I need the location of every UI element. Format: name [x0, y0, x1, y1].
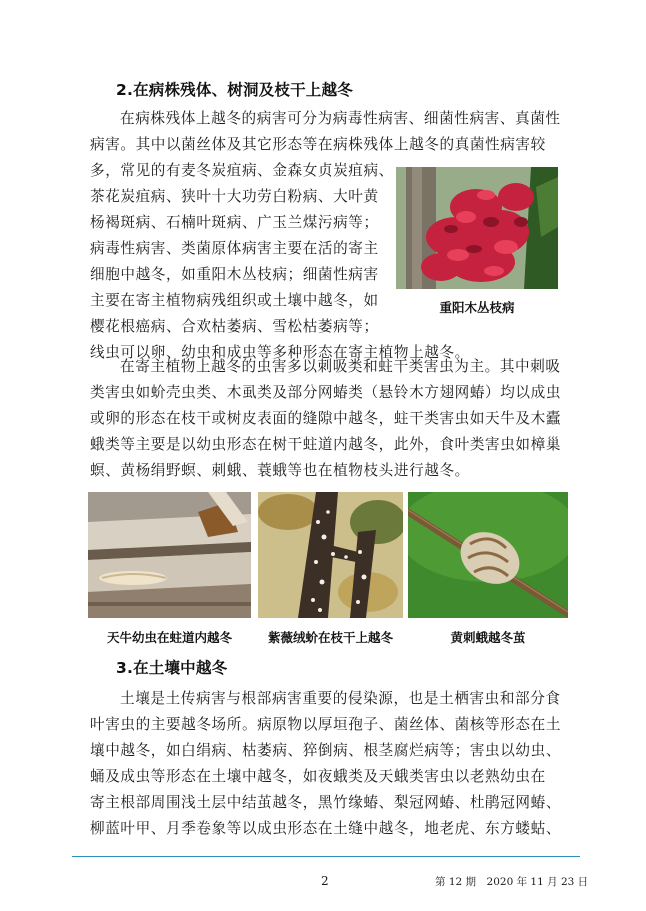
- paragraph-overwintering-pests: [90, 354, 570, 484]
- paragraph-line: 在病株残体上越冬的病害可分为病毒性病害、细菌性病害、真菌性: [120, 110, 561, 127]
- section-heading: 3.在土壤中越冬: [116, 659, 228, 677]
- paragraph-line: 叶害虫的主要越冬场所。病原物以厚垣孢子、菌丝体、菌核等形态在土: [90, 716, 562, 733]
- paragraph-line: 寄主根部周围浅土层中结茧越冬，黑竹缘蝽、梨冠网蝽、杜鹃冠网蝽、: [90, 794, 562, 811]
- paragraph-line: 病害。其中以菌丝体及其它形态等在病株残体上越冬的真菌性病害较: [90, 136, 546, 153]
- photo-caption: 黄刺蛾越冬茧: [450, 630, 526, 645]
- paragraph-soil-overwintering: [90, 686, 570, 842]
- paragraph-line: 线虫可以卵、幼虫和成虫等多种形态在寄主植物上越冬。: [90, 344, 470, 361]
- paragraph-line: 主要在寄主植物病残组织或土壤中越冬，如: [90, 292, 379, 309]
- photo-witches-broom: [396, 167, 558, 289]
- page-number: 2: [321, 874, 329, 888]
- paragraph-line: 病毒性病害、类菌原体病害主要在活的寄主: [90, 240, 379, 257]
- paragraph-line: 樱花根癌病、合欢枯萎病、雪松枯萎病等；: [90, 318, 379, 335]
- section-heading: 2.在病株残体、树洞及枝干上越冬: [116, 81, 353, 99]
- paragraph-line: 茶花炭疽病、狭叶十大功劳白粉病、大叶黄: [90, 188, 379, 205]
- paragraph-line: 螟、黄杨绢野螟、刺蛾、蓑蛾等也在植物枝头进行越冬。: [90, 462, 470, 479]
- photo-moth-cocoon: [408, 492, 568, 618]
- paragraph-line: 蛾类等主要是以幼虫形态在树干蛀道内越冬，此外，食叶类害虫如樟巢: [90, 436, 562, 453]
- photo-caption: 天牛幼虫在蛀道内越冬: [106, 630, 232, 645]
- photo-caption: 紫薇绒蚧在枝干上越冬: [267, 630, 393, 645]
- paragraph-line: 蛹及成虫等形态在土壤中越冬，如夜蛾类及天蛾类害虫以老熟幼虫在: [90, 768, 546, 785]
- paragraph-line: 多，常见的有麦冬炭疽病、金森女贞炭疽病、: [90, 162, 394, 179]
- footer-divider: [72, 856, 580, 857]
- paragraph-line: 细胞中越冬，如重阳木丛枝病；细菌性病害: [90, 266, 379, 283]
- paragraph-line: 或卵的形态在枝干或树皮表面的缝隙中越冬，蛀干类害虫如天牛及木蠹: [90, 410, 562, 427]
- paragraph-line: 柳蓝叶甲、月季卷象等以成虫形态在土缝中越冬，地老虎、东方蝼蛄、: [90, 820, 562, 837]
- paragraph-line: 土壤是土传病害与根部病害重要的侵染源，也是土栖害虫和部分食: [120, 690, 561, 707]
- paragraph-line: 类害虫如蚧壳虫类、木虱类及部分网蝽类（悬铃木方翅网蝽）均以成虫: [90, 384, 562, 401]
- issue-date: 第 12 期 2020 年 11 月 23 日: [435, 876, 589, 888]
- photo-longhorn-larva: [88, 492, 251, 618]
- photo-crapemyrtle-scale: [258, 492, 403, 618]
- paragraph-line: 壤中越冬，如白绢病、枯萎病、猝倒病、根茎腐烂病等；害虫以幼虫、: [90, 742, 562, 759]
- figure-caption: 重阳木丛枝病: [439, 300, 515, 315]
- paragraph-line: 杨褐斑病、石楠叶斑病、广玉兰煤污病等；: [90, 214, 379, 231]
- paragraph-line: 在寄主植物上越冬的虫害多以刺吸类和蛀干类害虫为主。其中刺吸: [120, 358, 561, 375]
